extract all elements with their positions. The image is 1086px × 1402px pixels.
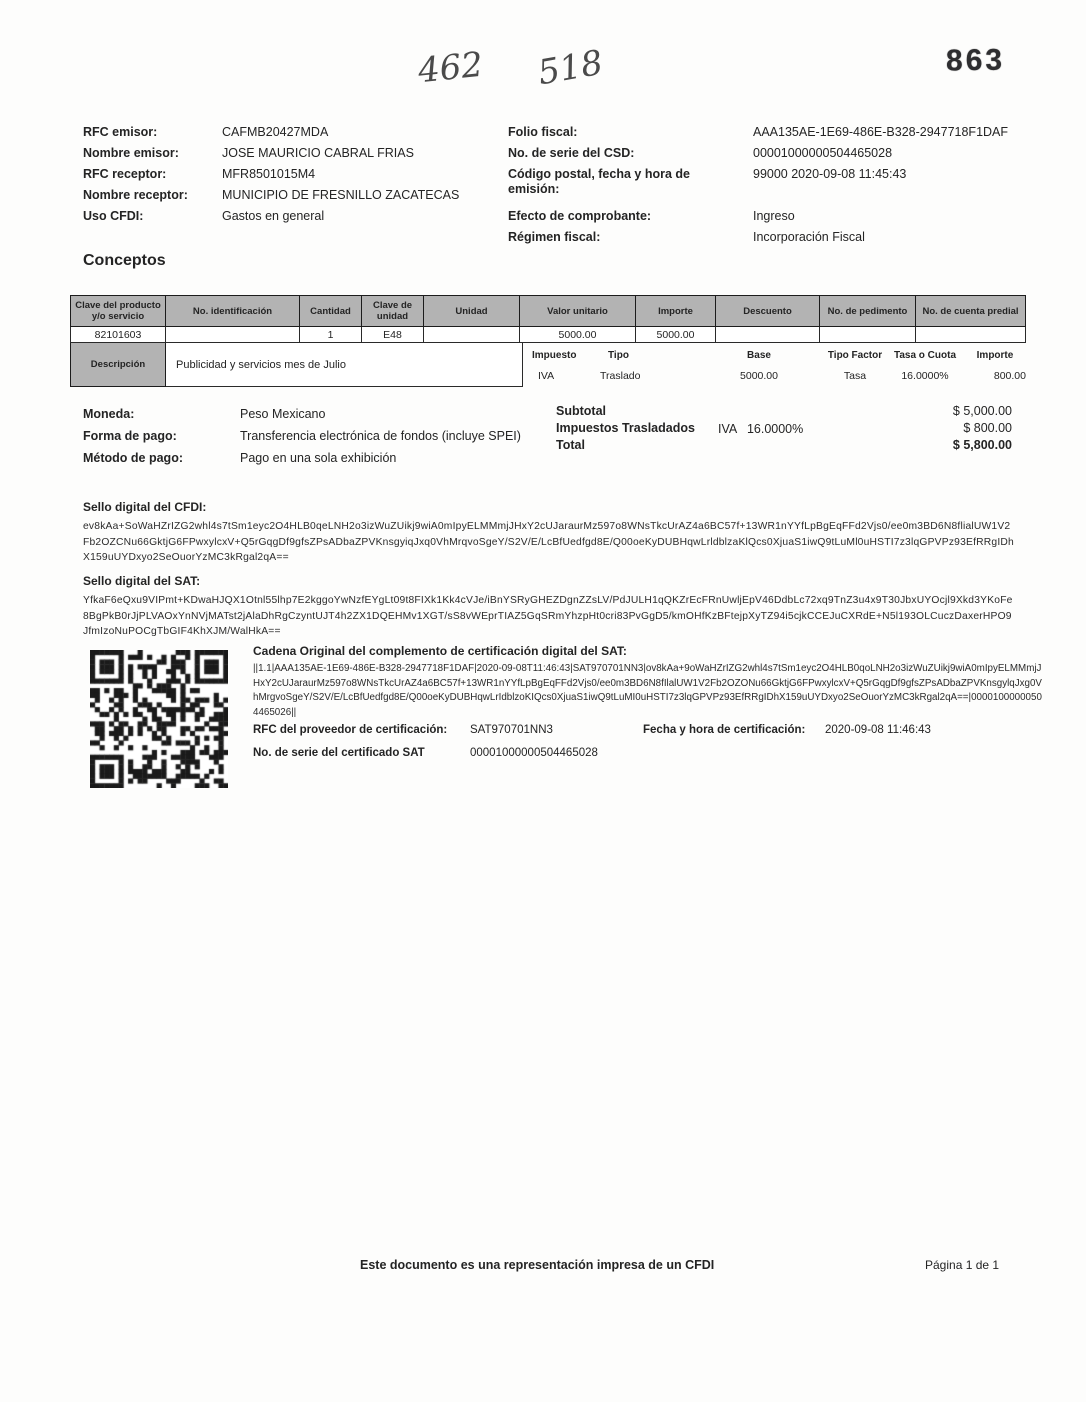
impuesto-col-header: Impuesto <box>532 350 577 361</box>
sello-cfdi-text: ev8kAa+SoWaHZrIZG2whl4s7tSm1eyc2O4HLB0qeLNH2o3izWuZUikj9wiA0mIpyELMMmjJHxY2cUJaraurMz597o8WNsTkcUrAZ4a6BC57f+13WR1nYYfLpBgEqFFd2Vjs0/ee0m3BD6N8flialUW1V2Fb2OZCNu66GktjG6FPwxylcxV+Q5rGqgDf9gfsZPsADbaZPVKnsgyiqJxq0VhMrqvoSgeY/S2V/E/LcBfUedfgd8E/Q00oeKyDUBHqwLrldblzaKlQcs0XjuaS1iwQ9tLuMl0uHSTI7z3lqGPVPz93EfRRgIDhX159uUYDxyo2SeOuorYzMC3kRgal2qA== <box>83 521 1014 563</box>
cadena-original-text: ||1.1|AAA135AE-1E69-486E-B328-2947718F1DAF|2020-09-08T11:46:43|SAT970701NN3|ov8kAa+9oWaHZrIZG2whl4s7tSm1eyc2O4HLB0qoLNH2o3izWuZUikj9wiA0mIpyELMMmjJHxY2cUJaraurMz597o8WNsTkcUrAZ4a6BC57f+13WR1nYYfLpBgEqFFd2Vjs0/ee0m3BD6N8fIlalUW1V2Fb2OZONu66GktjG6FPwxylcxV+Q5rGqgDf9gfsZPsADbaZPVKnsgylqJxg0VhMrgvoSgeY/S2V/E/LcBfUedfgd8E/Q00oeKyDUBHqwLrIdblzoKIQcs0XjuaS1iwQ9tLuMI0uHSTI7z3lqGPVPz93EfRRgIDhX159uUYDxyo2SeOuorYzMC3kRgal2qA==|00001000000504465026|| <box>253 663 1042 718</box>
field-label: Nombre emisor: <box>83 146 179 160</box>
serie-certificado-label: No. de serie del certificado SAT <box>253 747 425 759</box>
info-row <box>83 451 396 466</box>
conceptos-header-row <box>70 295 1026 327</box>
field-label: Régimen fiscal: <box>508 230 601 244</box>
info-row <box>83 429 521 444</box>
impuestos-trasladados-label: Impuestos Trasladados <box>556 421 695 435</box>
total-amount: $ 5,800.00 <box>952 438 1012 452</box>
field-value: Transferencia electrónica de fondos (incluye SPEI) <box>240 429 521 443</box>
info-row <box>83 146 414 161</box>
cell <box>166 327 300 343</box>
description-row <box>70 343 523 387</box>
col-header: No. identificación <box>166 295 300 327</box>
impuesto-cell: 800.00 <box>993 370 1026 382</box>
impuesto-col-header: Tipo Factor <box>827 350 883 361</box>
cell <box>916 327 1026 343</box>
field-label: Efecto de comprobante: <box>508 209 652 223</box>
impuesto-cell: 16.0000% <box>901 370 949 382</box>
field-value: CAFMB20427MDA <box>222 125 329 139</box>
info-row <box>508 230 865 245</box>
info-row <box>83 209 324 224</box>
handwritten-number-right: 518 <box>535 42 606 94</box>
field-label: Código postal, fecha y hora de emisión: <box>508 167 690 196</box>
field-value: Peso Mexicano <box>240 407 326 421</box>
col-header: Clave de unidad <box>362 295 424 327</box>
footer-note: Este documento es una representación impresa de un CFDI <box>360 1258 715 1272</box>
impuesto-cell: 5000.00 <box>740 370 778 382</box>
cell: 82101603 <box>70 327 166 343</box>
cell <box>820 327 916 343</box>
info-row <box>508 125 1008 140</box>
conceptos-value-row <box>70 327 1026 343</box>
impuesto-table <box>532 350 1026 382</box>
impuestos-trasladados-amount: $ 800.00 <box>963 421 1012 435</box>
field-label: RFC receptor: <box>83 167 167 181</box>
impuesto-cell: Traslado <box>600 370 641 382</box>
impuesto-col-header: Base <box>747 350 771 361</box>
description-label: Descripción <box>70 343 166 387</box>
cell: 1 <box>300 327 362 343</box>
field-value: AAA135AE-1E69-486E-B328-2947718F1DAF <box>753 125 1009 139</box>
serie-certificado-value: 00001000000504465028 <box>470 747 598 759</box>
cell <box>424 327 520 343</box>
col-header: No. de cuenta predial <box>916 295 1026 327</box>
field-label: Moneda: <box>83 407 135 421</box>
description-value: Publicidad y servicios mes de Julio <box>166 343 523 387</box>
rfc-proveedor-value: SAT970701NN3 <box>470 724 553 736</box>
conceptos-heading: Conceptos <box>83 252 166 269</box>
info-row <box>83 167 315 182</box>
fecha-certificacion-value: 2020-09-08 11:46:43 <box>825 724 931 736</box>
impuesto-col-header: Importe <box>976 350 1014 361</box>
impuesto-cell: Tasa <box>843 370 867 382</box>
cell: E48 <box>362 327 424 343</box>
col-header: Descuento <box>716 295 820 327</box>
cell: 5000.00 <box>636 327 716 343</box>
impuesto-cell: IVA <box>538 370 555 382</box>
field-label: Folio fiscal: <box>508 125 578 139</box>
field-label: Forma de pago: <box>83 429 177 443</box>
info-row <box>508 209 795 224</box>
col-header: Cantidad <box>300 295 362 327</box>
sello-cfdi-heading: Sello digital del CFDI: <box>83 500 207 514</box>
info-row <box>83 407 325 422</box>
field-value: Gastos en general <box>222 209 325 223</box>
subtotal-amount: $ 5,000.00 <box>952 404 1012 418</box>
field-value: JOSE MAURICIO CABRAL FRIAS <box>222 146 414 160</box>
subtotal-label: Subtotal <box>556 404 606 418</box>
field-value: MFR8501015M4 <box>222 167 316 181</box>
fecha-certificacion-label: Fecha y hora de certificación: <box>643 724 806 736</box>
footer-page-number: Página 1 de 1 <box>925 1258 1000 1272</box>
impuesto-col-header: Tipo <box>608 350 629 361</box>
field-value: Pago en una sola exhibición <box>240 451 397 465</box>
total-label: Total <box>556 438 585 452</box>
col-header: No. de pedimento <box>820 295 916 327</box>
field-value: 00001000000504465028 <box>753 146 893 160</box>
field-label: Nombre receptor: <box>83 188 188 202</box>
cell <box>716 327 820 343</box>
field-label: No. de serie del CSD: <box>508 146 635 160</box>
info-row <box>83 188 459 203</box>
qr-code <box>90 650 228 788</box>
col-header: Unidad <box>424 295 520 327</box>
field-label: Uso CFDI: <box>83 209 144 223</box>
cell: 5000.00 <box>520 327 636 343</box>
field-value: MUNICIPIO DE FRESNILLO ZACATECAS <box>222 188 460 202</box>
col-header: Importe <box>636 295 716 327</box>
field-label: RFC emisor: <box>83 125 158 139</box>
handwritten-number-left: 462 <box>416 44 485 92</box>
col-header: Valor unitario <box>520 295 636 327</box>
cadena-original-heading: Cadena Original del complemento de certificación digital del SAT: <box>253 644 627 658</box>
field-label: Método de pago: <box>83 451 183 465</box>
info-row <box>508 146 892 161</box>
impuestos-trasladados-detail: IVA 16.0000% <box>718 422 804 436</box>
sello-sat-heading: Sello digital del SAT: <box>83 574 201 588</box>
impuesto-col-header: Tasa o Cuota <box>893 350 957 361</box>
info-row <box>83 125 328 140</box>
info-row <box>508 167 906 197</box>
rfc-proveedor-label: RFC del proveedor de certificación: <box>253 724 448 736</box>
col-header: Clave del producto y/o servicio <box>70 295 166 327</box>
field-value: Incorporación Fiscal <box>753 230 865 244</box>
field-value: 99000 2020-09-08 11:45:43 <box>753 167 907 181</box>
sello-sat-text: YfkaF6eQxu9VIPmt+KDwaHJQX1Otnl55lhp7E2kggoYwNzfEYgLt09t8FIXk1Kk4cVJe/iBnYSRyGHEZDgnZZsLV/PdJULH1qQKZrEcFRnUwljEpV46DdbLc72xq9TnZ3u4x9T30JbxUYOcjl9Xkd3YKoFe8BgPkB0rJjPLVAOxYnNVjMATst2jAlaDhRgCzyntUJT4h2ZX1DQEHMv1XGT/sS8vWEprTIAZ5GqSRmYhzpHt0cri83PvGgD5/kmOHfKzBFtejpXyTZ94i5cjkCCEJuCXRdE+N5l193OLCuczDaxerHPO9JfmIzoNuPOCgTbGIF4KhXJM/WalHkA== <box>83 595 1013 637</box>
stamp-folio-number: 863 <box>945 43 1006 78</box>
field-value: Ingreso <box>753 209 795 223</box>
